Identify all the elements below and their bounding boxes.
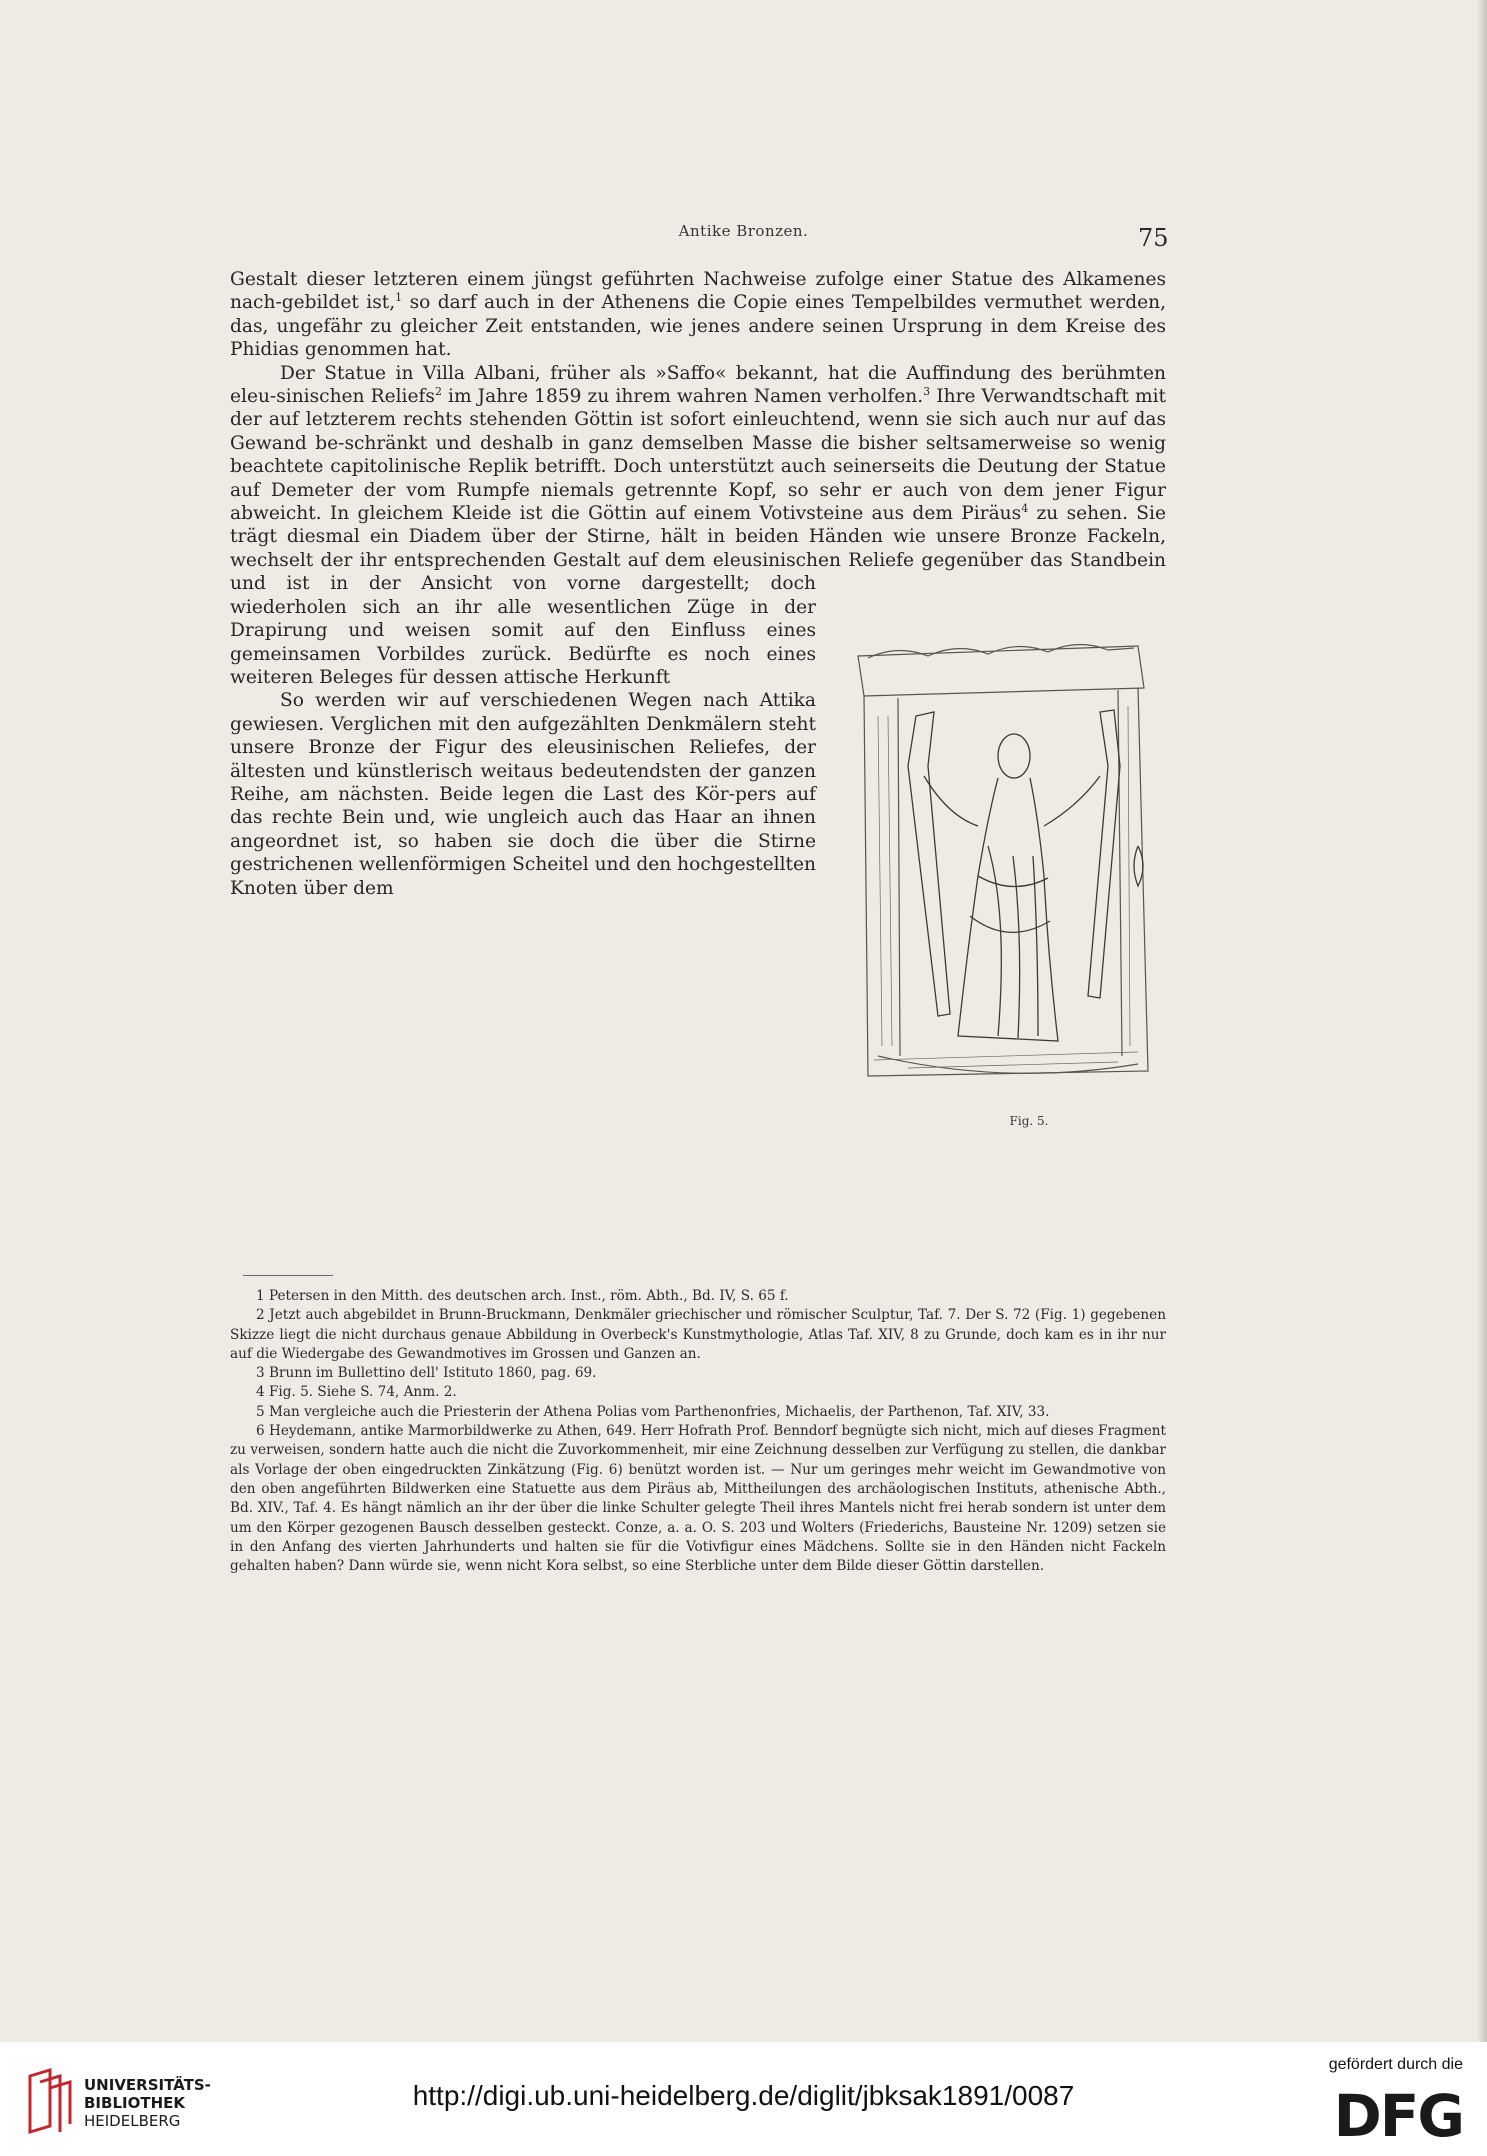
running-title: Antike Bronzen. [678, 222, 809, 240]
footnotes [230, 1287, 1166, 1576]
viewer-footer [0, 2042, 1487, 2156]
footnote-5: 5 Man vergleiche auch die Priesterin der Athena Polias vom Parthenonfries, Michaelis, der Parthenon, Taf. XIV, 33. [256, 1403, 1050, 1420]
footnote-ref-2[interactable]: 2 [434, 384, 442, 398]
footnote-ref-1[interactable]: 1 [395, 291, 403, 305]
funded-by-label: gefördert durch die [1328, 2056, 1463, 2073]
figure-caption: Fig. 5. [1009, 1114, 1049, 1129]
page-number: 75 [1138, 224, 1169, 252]
page-edge-shadow [1477, 0, 1487, 2042]
figure-5 [838, 572, 1170, 1129]
paragraph-2: Der Statue in Villa Albani, früher als »Saffo« bekannt, hat die Auffindung des berühmten eleu-sinischen Reliefs$^2$ im Jahre 1859 zu ihrem wahren Namen verholfen.$^3$ Ihre Verwandtschaft mit der auf letzterem rechts stehenden Göttin ist sofort einleuchtend, wenn sie sich auch nur auf das Gewand be-schränkt und deshalb in ganz demselben Masse die bisher seltsamerweise so wenig beachtete capitolinische Replik betrifft. Doch unterstützt auch seinerseits die Deutung der Statue auf Demeter der vom Rumpfe niemals getrennte Kopf, so sehr er auch von dem jener Figur abweicht. In gleichem Kleide ist die Göttin auf einem Votivsteine aus dem Piräus$^4$ zu sehen. Sie trägt diesmal ein Diadem über der Stirne, hält in beiden Händen wie unsere Bronze Fackeln, wechselt der ihr entsprechenden Gestalt auf dem eleusinischen Reliefe gegenüber das Standbein und ist in der Fig. 5. Ansicht von vorne dargestellt; doch wiederholen sich an ihr alle wesentlichen Züge in der Drapirung und weisen somit auf den Einfluss eines gemeinsamen Vorbildes zurück. Bedürfte es noch eines weiteren Beleges für dessen attische Herkunft [230, 362, 1166, 690]
dfg-logo[interactable]: DFG [1333, 2082, 1463, 2150]
footnote-ref-3[interactable]: 3 [923, 384, 931, 398]
footnote-4: 4 Fig. 5. Siehe S. 74, Anm. 2. [256, 1384, 457, 1401]
footnote-2: 2 Jetzt auch abgebildet in Brunn-Bruckmann, Denkmäler griechischer und römischer Sculptur, Taf. 7. Der S. 72 (Fig. 1) gegebenen Skizze liegt die nicht durchaus genaue Abbildung in Overbeck's Kunstmythologie, Atlas Taf. XIV, 8 zu Grunde, doch kam es in ihr nur auf die Wiedergabe des Gewandmotives im Grossen und Ganzen an. [230, 1307, 1166, 1362]
relief-goddess-with-torches-icon [838, 616, 1168, 1106]
body-text [230, 268, 1166, 1129]
library-name[interactable]: UNIVERSITÄTS- BIBLIOTHEK HEIDELBERG [84, 2076, 211, 2130]
paragraph-3: So werden wir auf verschiedenen Wegen nach Attika gewiesen. Verglichen mit den aufgezählten Denkmälern steht unsere Bronze der Figur des eleusinischen Reliefes, der ältesten und künstlerisch weitaus bedeutendsten der ganzen Reihe, am nächsten. Beide legen die Last des Kör-pers auf das rechte Bein und, wie ungleich auch das Haar an ihnen angeordnet ist, so haben sie doch die über die Stirne gestrichenen wellenförmigen Scheitel und den hochgestellten Knoten über dem [230, 690, 816, 899]
footnote-rule [243, 1275, 333, 1276]
footnote-ref-4[interactable]: 4 [1021, 501, 1029, 515]
permalink-url[interactable]: http://digi.ub.uni-heidelberg.de/diglit/jbksak1891/0087 [412, 2080, 1075, 2111]
footnote-6: 6 Heydemann, antike Marmorbildwerke zu Athen, 649. Herr Hofrath Prof. Benndorf begnügte sich nicht, mich auf dieses Fragment zu verweisen, sondern hatte auch die nicht die Zuvorkommenheit, mir eine Zeichnung desselben zur Verfügung zu stellen, die dankbar als Vorlage der oben eingedruckten Zinkätzung (Fig. 6) benützt worden ist. — Nur um geringes mehr weicht im Gewandmotive von den oben angeführten Bildwerken eine Statuette aus dem Piräus ab, Mittheilungen des archäologischen Instituts, athenische Abth., Bd. XIV., Taf. 4. Es hängt nämlich an ihr der über die linke Schulter gelegte Theil ihres Mantels nicht frei herab sondern ist unter dem um den Körper gezogenen Bausch desselben gesteckt. Conze, a. a. O. S. 203 und Wolters (Friederichs, Bausteine Nr. 1209) setzen sie in den Anfang des vierten Jahrhunderts und halten sie für die Votivfigur eines Mädchens. Sollte sie in den Händen nicht Fackeln gehalten haben? Dann würde sie, wenn nicht Kora selbst, so eine Sterbliche unter dem Bilde dieser Göttin darstellen. [230, 1423, 1166, 1575]
paragraph-1: Gestalt dieser letzteren einem jüngst geführten Nachweise zufolge einer Statue des Alkamenes nach-gebildet ist,$^1$ so darf auch in der Athenens die Copie eines Tempelbildes vermuthet werden, das, ungefähr zu gleicher Zeit entstanden, wie jenes andere seinen Ursprung in dem Kreise des Phidias genommen hat. [230, 269, 1166, 361]
footnote-3: 3 Brunn im Bullettino dell' Istituto 1860, pag. 69. [256, 1365, 597, 1382]
footnote-1: 1 Petersen in den Mitth. des deutschen arch. Inst., röm. Abth., Bd. IV, S. 65 f. [256, 1288, 789, 1304]
